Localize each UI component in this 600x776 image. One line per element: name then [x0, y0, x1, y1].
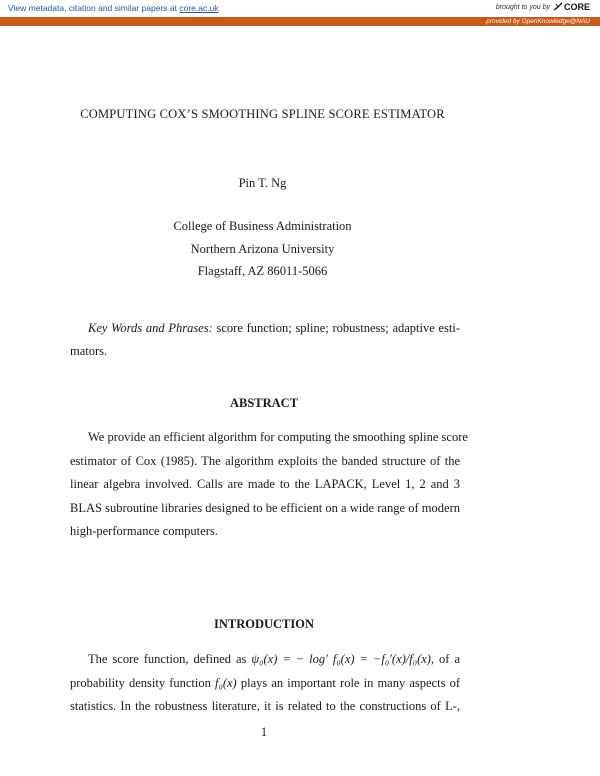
intro-line-2-end: plays an important role in many aspects of [236, 675, 460, 690]
abstract-line-1: We provide an efficient algorithm for computing the smoothing spline score [88, 430, 468, 444]
core-logo[interactable] [553, 2, 590, 12]
paper-title: COMPUTING COX’S SMOOTHING SPLINE SCORE ESTIMATOR [80, 107, 445, 121]
metadata-text: View metadata, citation and similar papers at [8, 3, 177, 13]
brought-by-text: brought to you by [495, 3, 550, 11]
abstract-line-5: high-performance computers. [70, 524, 218, 538]
intro-line-1 [88, 648, 460, 672]
intro-line-3: statistics. In the robustness literature, it is related to the constructions of L-, [70, 699, 460, 713]
abstract-first-line [88, 426, 468, 450]
core-banner [0, 0, 600, 17]
keywords-line-1 [88, 317, 460, 341]
intro-line-1-text: The score function, defined as [88, 652, 252, 666]
provided-by-text: provided by OpenKnowledge@NAU [486, 18, 590, 25]
metadata-banner-text [8, 3, 219, 13]
abstract-line-3: linear algebra involved. Calls are made to the LAPACK, Level 1, 2 and 3 [70, 477, 460, 491]
intro-line-1-end: , of a [430, 652, 460, 666]
keywords-continuation [70, 340, 460, 364]
abstract-body [70, 450, 460, 544]
density-function-formula: f₀(x) [215, 675, 237, 690]
page-number: 1 [260, 725, 268, 739]
affiliation-line-1: College of Business Administration [173, 219, 352, 233]
keywords-line-2: mators. [70, 344, 108, 358]
intro-first-line [88, 648, 460, 672]
keywords-label: Key Words and Phrases: [88, 321, 213, 335]
affiliation-line-3: Flagstaff, AZ 86011-5066 [197, 264, 328, 278]
intro-body [70, 672, 460, 719]
affiliation-line-2: Northern Arizona University [190, 242, 335, 256]
abstract-line-4: BLAS subroutine libraries designed to be efficient on a wide range of modern [70, 500, 460, 515]
keywords-paragraph [88, 317, 460, 341]
score-function-formula: ψ₀(x) = − log′ f₀(x) = −f₀′(x)/f₀(x) [251, 652, 431, 666]
author-name: Pin T. Ng [238, 176, 287, 190]
abstract-line-2: estimator of Cox (1985). The algorithm exploits the banded structure of the [70, 453, 460, 468]
brought-by-core[interactable] [496, 2, 590, 12]
intro-line-2 [70, 672, 460, 696]
core-link[interactable]: core.ac.uk [179, 3, 219, 13]
introduction-heading: INTRODUCTION [213, 617, 314, 631]
core-logo-icon [553, 2, 563, 12]
provided-by-bar [0, 17, 600, 26]
intro-line-2-text: probability density function [70, 675, 216, 690]
abstract-heading: ABSTRACT [229, 396, 299, 410]
core-label: CORE [563, 2, 590, 12]
keywords-text: score function; spline; robustness; adaptive esti- [216, 321, 461, 335]
